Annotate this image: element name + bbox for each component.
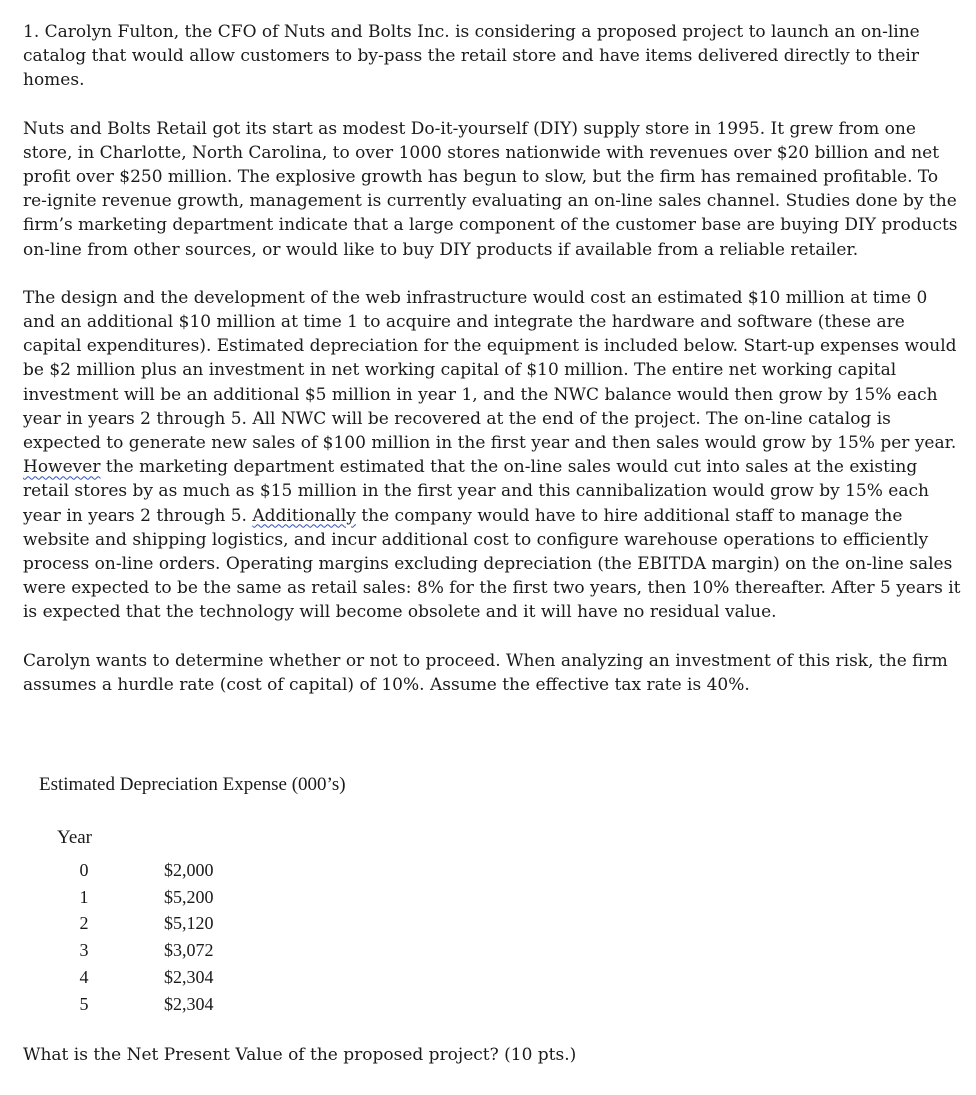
project-details-part-1: The design and the development of the web infrastructure would cost an estimated $10 million at time 0 and an additional $10 million at time 1 to acquire and integrate the hardware and software (these are capital expenditures). Estimated depreciation for the equipment is included below. Start-up expenses would be $2 million plus an investment in net working capital of $10 million. The entire net working capital investment will be an additional $5 million in year 1, and the NWC balance would then grow by 15% each year in years 2 through 5. All NWC will be recovered at the end of the project. The on-line catalog is expected to generate new sales of $100 million in the first year and then sales would grow by 15% per year. — [23, 287, 957, 454]
table-row — [60, 937, 284, 964]
table-row — [60, 911, 284, 938]
table-row — [60, 964, 284, 991]
depreciation-year: 2 — [79, 913, 89, 934]
paragraph-hurdle-rate: Carolyn wants to determine whether or not to proceed. When analyzing an investment of this risk, the firm assumes a hurdle rate (cost of capital) of 10%. Assume the effective tax rate is 40%. — [23, 650, 948, 695]
paragraph-intro: 1. Carolyn Fulton, the CFO of Nuts and Bolts Inc. is considering a proposed project to launch an on-line catalog that would allow customers to by-pass the retail store and have items delivered directly to their homes. — [23, 22, 920, 91]
depreciation-table-title: Estimated Depreciation Expense (000’s) — [39, 774, 346, 795]
depreciation-year: 4 — [79, 967, 89, 988]
depreciation-value: $2,304 — [164, 993, 214, 1014]
table-row — [60, 991, 284, 1018]
paragraph-project-details — [23, 286, 963, 625]
depreciation-value: $2,000 — [164, 859, 214, 880]
depreciation-year: 0 — [79, 859, 89, 880]
depreciation-value: $5,200 — [164, 886, 214, 907]
table-row — [60, 857, 284, 884]
depreciation-table — [60, 857, 284, 1018]
spellcheck-flag-however: However — [23, 457, 101, 478]
spellcheck-flag-additionally: Additionally — [252, 505, 356, 526]
project-details-part-2: the marketing department estimated that the on-line sales would cut into sales at the existing retail stores by as much as $15 million in the first year and this cannibalization would grow by 15% each year in years 2 through 5. — [23, 457, 929, 526]
depreciation-value: $2,304 — [164, 967, 214, 988]
paragraph-background: Nuts and Bolts Retail got its start as modest Do-it-yourself (DIY) supply store in 1995. It grew from one store, in Charlotte, North Carolina, to over 1000 stores nationwide with revenues over $20 billion and net profit over $250 million. The explosive growth has begun to slow, but the firm has remained profitable. To re-ignite revenue growth, management is currently evaluating an on-line sales channel. Studies done by the firm’s marketing department indicate that a large component of the customer base are buying DIY products on-line from other sources, or would like to buy DIY products if available from a reliable retailer. — [23, 118, 958, 260]
depreciation-value: $5,120 — [164, 913, 214, 934]
depreciation-year: 5 — [79, 993, 89, 1014]
question-npv: What is the Net Present Value of the proposed project? (10 pts.) — [23, 1045, 577, 1065]
depreciation-year: 1 — [79, 886, 89, 907]
document-body — [23, 20, 963, 721]
table-row — [60, 884, 284, 911]
project-details-part-3: the company would have to hire additional staff to manage the website and shipping logistics, and incur additional cost to configure warehouse operations to efficiently process on-line orders. Operating margins excluding depreciation (the EBITDA margin) on the on-line sales were expected to be the same as retail sales: 8% for the first two years, then 10% thereafter. After 5 years it is expected that the technology will become obsolete and it will have no residual value. — [23, 505, 961, 623]
depreciation-value: $3,072 — [164, 940, 214, 961]
depreciation-year: 3 — [79, 940, 89, 961]
depreciation-year-header: Year — [57, 827, 93, 848]
